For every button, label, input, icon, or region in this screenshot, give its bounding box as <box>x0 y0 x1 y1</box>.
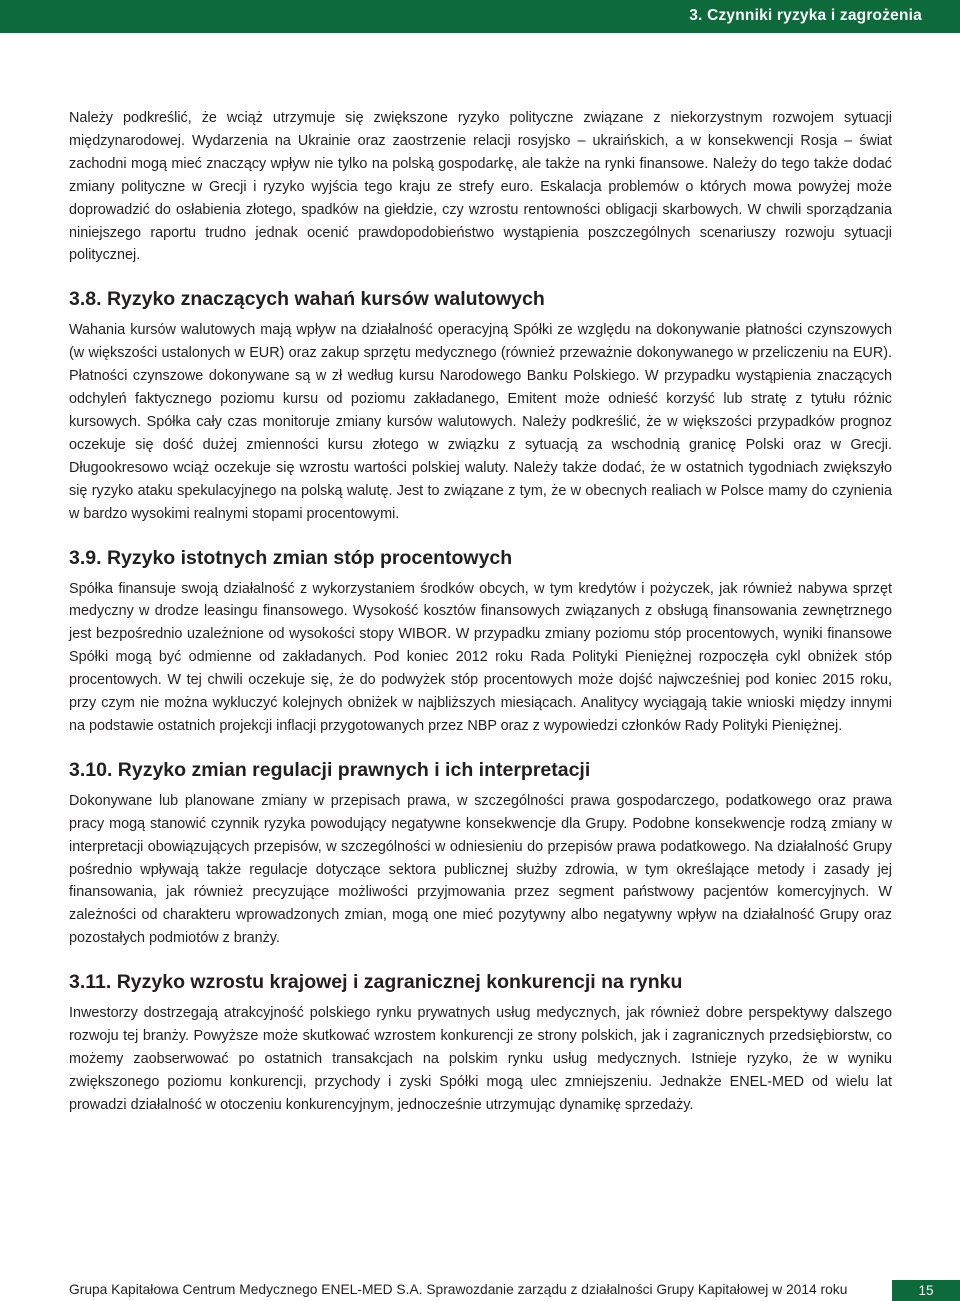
intro-paragraph: Należy podkreślić, że wciąż utrzymuje się zwiększone ryzyko polityczne związane z niekorzystnym rozwojem sytuacji międzynarodowej. Wydarzenia na Ukrainie oraz zaostrzenie relacji rosyjsko – ukraińskich, a w konsekwencji Rosja – świat zachodni mogą mieć znaczący wpływ nie tylko na polską gospodarkę, ale także na rynki finansowe. Należy do tego także dodać zmiany polityczne w Grecji i ryzyko wyjścia tego kraju ze strefy euro. Eskalacja problemów o których mowa powyżej może doprowadzić do osłabienia złotego, spadków na giełdzie, czy wzrostu rentowności obligacji skarbowych. W chwili sporządzania niniejszego raportu trudno jednak ocenić prawdopodobieństwo wystąpienia poszczególnych scenariuszy rozwoju sytuacji politycznej. <box>69 110 892 264</box>
section-heading-3-9: 3.9. Ryzyko istotnych zmian stóp procentowych <box>69 546 513 569</box>
section-heading-3-11: 3.11. Ryzyko wzrostu krajowej i zagranicznej konkurencji na rynku <box>69 971 683 994</box>
chapter-title: 3. Czynniki ryzyka i zagrożenia <box>689 7 922 24</box>
section-paragraph-3-8: Wahania kursów walutowych mają wpływ na działalność operacyjną Spółki ze względu na dokonywanie płatności czynszowych (w większości ustalonych w EUR) oraz zakup sprzętu medycznego (również przeważnie dokonywanego w przeliczeniu na EUR). Płatności czynszowe dokonywane są w zł według kursu Narodowego Banku Polskiego. W przypadku wystąpienia znaczących odchyleń faktycznego poziomu kursu od poziomu zakładanego, Emitent może odnieść korzyść lub stratę z tytułu różnic kursowych. Spółka cały czas monitoruje zmiany kursów walutowych. Należy podkreślić, że w większości przypadków prognoz oczekuje się dość dużej zmienności kursu złotego w związku z sytuacją za wschodnią granicę Polski oraz w Grecji. Długookresowo wciąż oczekuje się wzrostu wartości polskiej waluty. Należy także dodać, że w ostatnich tygodniach zwiększyło się ryzyko ataku spekulacyjnego na polską walutę. Jest to związane z tym, że w obecnych realiach w Polsce mamy do czynienia w bardzo wysokimi realnymi stopami procentowymi. <box>69 322 892 522</box>
section-heading-3-8: 3.8. Ryzyko znaczących wahań kursów walutowych <box>69 288 545 311</box>
section-heading-3-10: 3.10. Ryzyko zmian regulacji prawnych i ich interpretacji <box>69 758 591 781</box>
section-paragraph-3-11: Inwestorzy dostrzegają atrakcyjność polskiego rynku prywatnych usług medycznych, jak również dobre perspektywy dalszego rozwoju tej branży. Powyższe może skutkować wzrostem konkurencji ze strony polskich, jak i zagranicznych przedsiębiorstw, co możemy zaobserwować po ostatnich transakcjach na polskim rynku usług medycznych. Istnieje ryzyko, że w wyniku zwiększonego poziomu konkurencji, przychody i zyski Spółki mogą ulec zmniejszeniu. Jednakże ENEL-MED od wielu lat prowadzi działalność w otoczeniu konkurencyjnym, jednocześnie utrzymując dynamikę sprzedaży. <box>69 1005 892 1113</box>
document-body <box>69 107 892 1117</box>
footer-caption: Grupa Kapitałowa Centrum Medycznego ENEL-MED S.A. Sprawozdanie zarządu z działalności Grupy Kapitałowej w 2014 roku <box>69 1282 848 1297</box>
page-number: 15 <box>892 1280 960 1301</box>
section-paragraph-3-10: Dokonywane lub planowane zmiany w przepisach prawa, w szczególności prawa gospodarczego, podatkowego oraz prawa pracy mogą stanowić czynnik ryzyka powodujący negatywne konsekwencje dla Grupy. Podobne konsekwencje rodzą zmiany w interpretacji obowiązujących przepisów, w szczególności w odniesieniu do przepisów prawa podatkowego. Na działalność Grupy pośrednio wpływają także regulacje dotyczące sektora publicznej służby zdrowia, w tym określające metody i zasady jej finansowania, jak również precyzujące możliwości przyjmowania przez segment państwowy pacjentów komercyjnych. W zależności od charakteru wprowadzonych zmian, mogą one mieć pozytywny albo negatywny wpływ na działalność Grupy oraz pozostałych podmiotów z branży. <box>69 792 892 947</box>
section-paragraph-3-9: Spółka finansuje swoją działalność z wykorzystaniem środków obcych, w tym kredytów i pożyczek, jak również nabywa sprzęt medyczny w drodze leasingu finansowego. Wysokość kosztów finansowych związanych z obsługą finansowania zewnętrznego jest bezpośrednio uzależnione od wysokości stopy WIBOR. W przypadku zmiany poziomu stóp procentowych, wyniki finansowe Spółki mogą być odmienne od zakładanych. Pod koniec 2012 roku Rada Polityki Pieniężnej rozpoczęła cykl obniżek stóp procentowych. W tej chwili oczekuje się, że do podwyżek stóp procentowych może dojść najwcześniej pod koniec 2015 roku, przy czym nie można wykluczyć kolejnych obniżek w najbliższych miesiącach. Analitycy wyciągają takie wnioski między innymi na podstawie ostatnich projekcji inflacji przygotowanych przez NBP oraz z wypowiedzi członków Rady Polityki Pieniężnej. <box>69 580 892 734</box>
header-bar <box>0 0 960 33</box>
